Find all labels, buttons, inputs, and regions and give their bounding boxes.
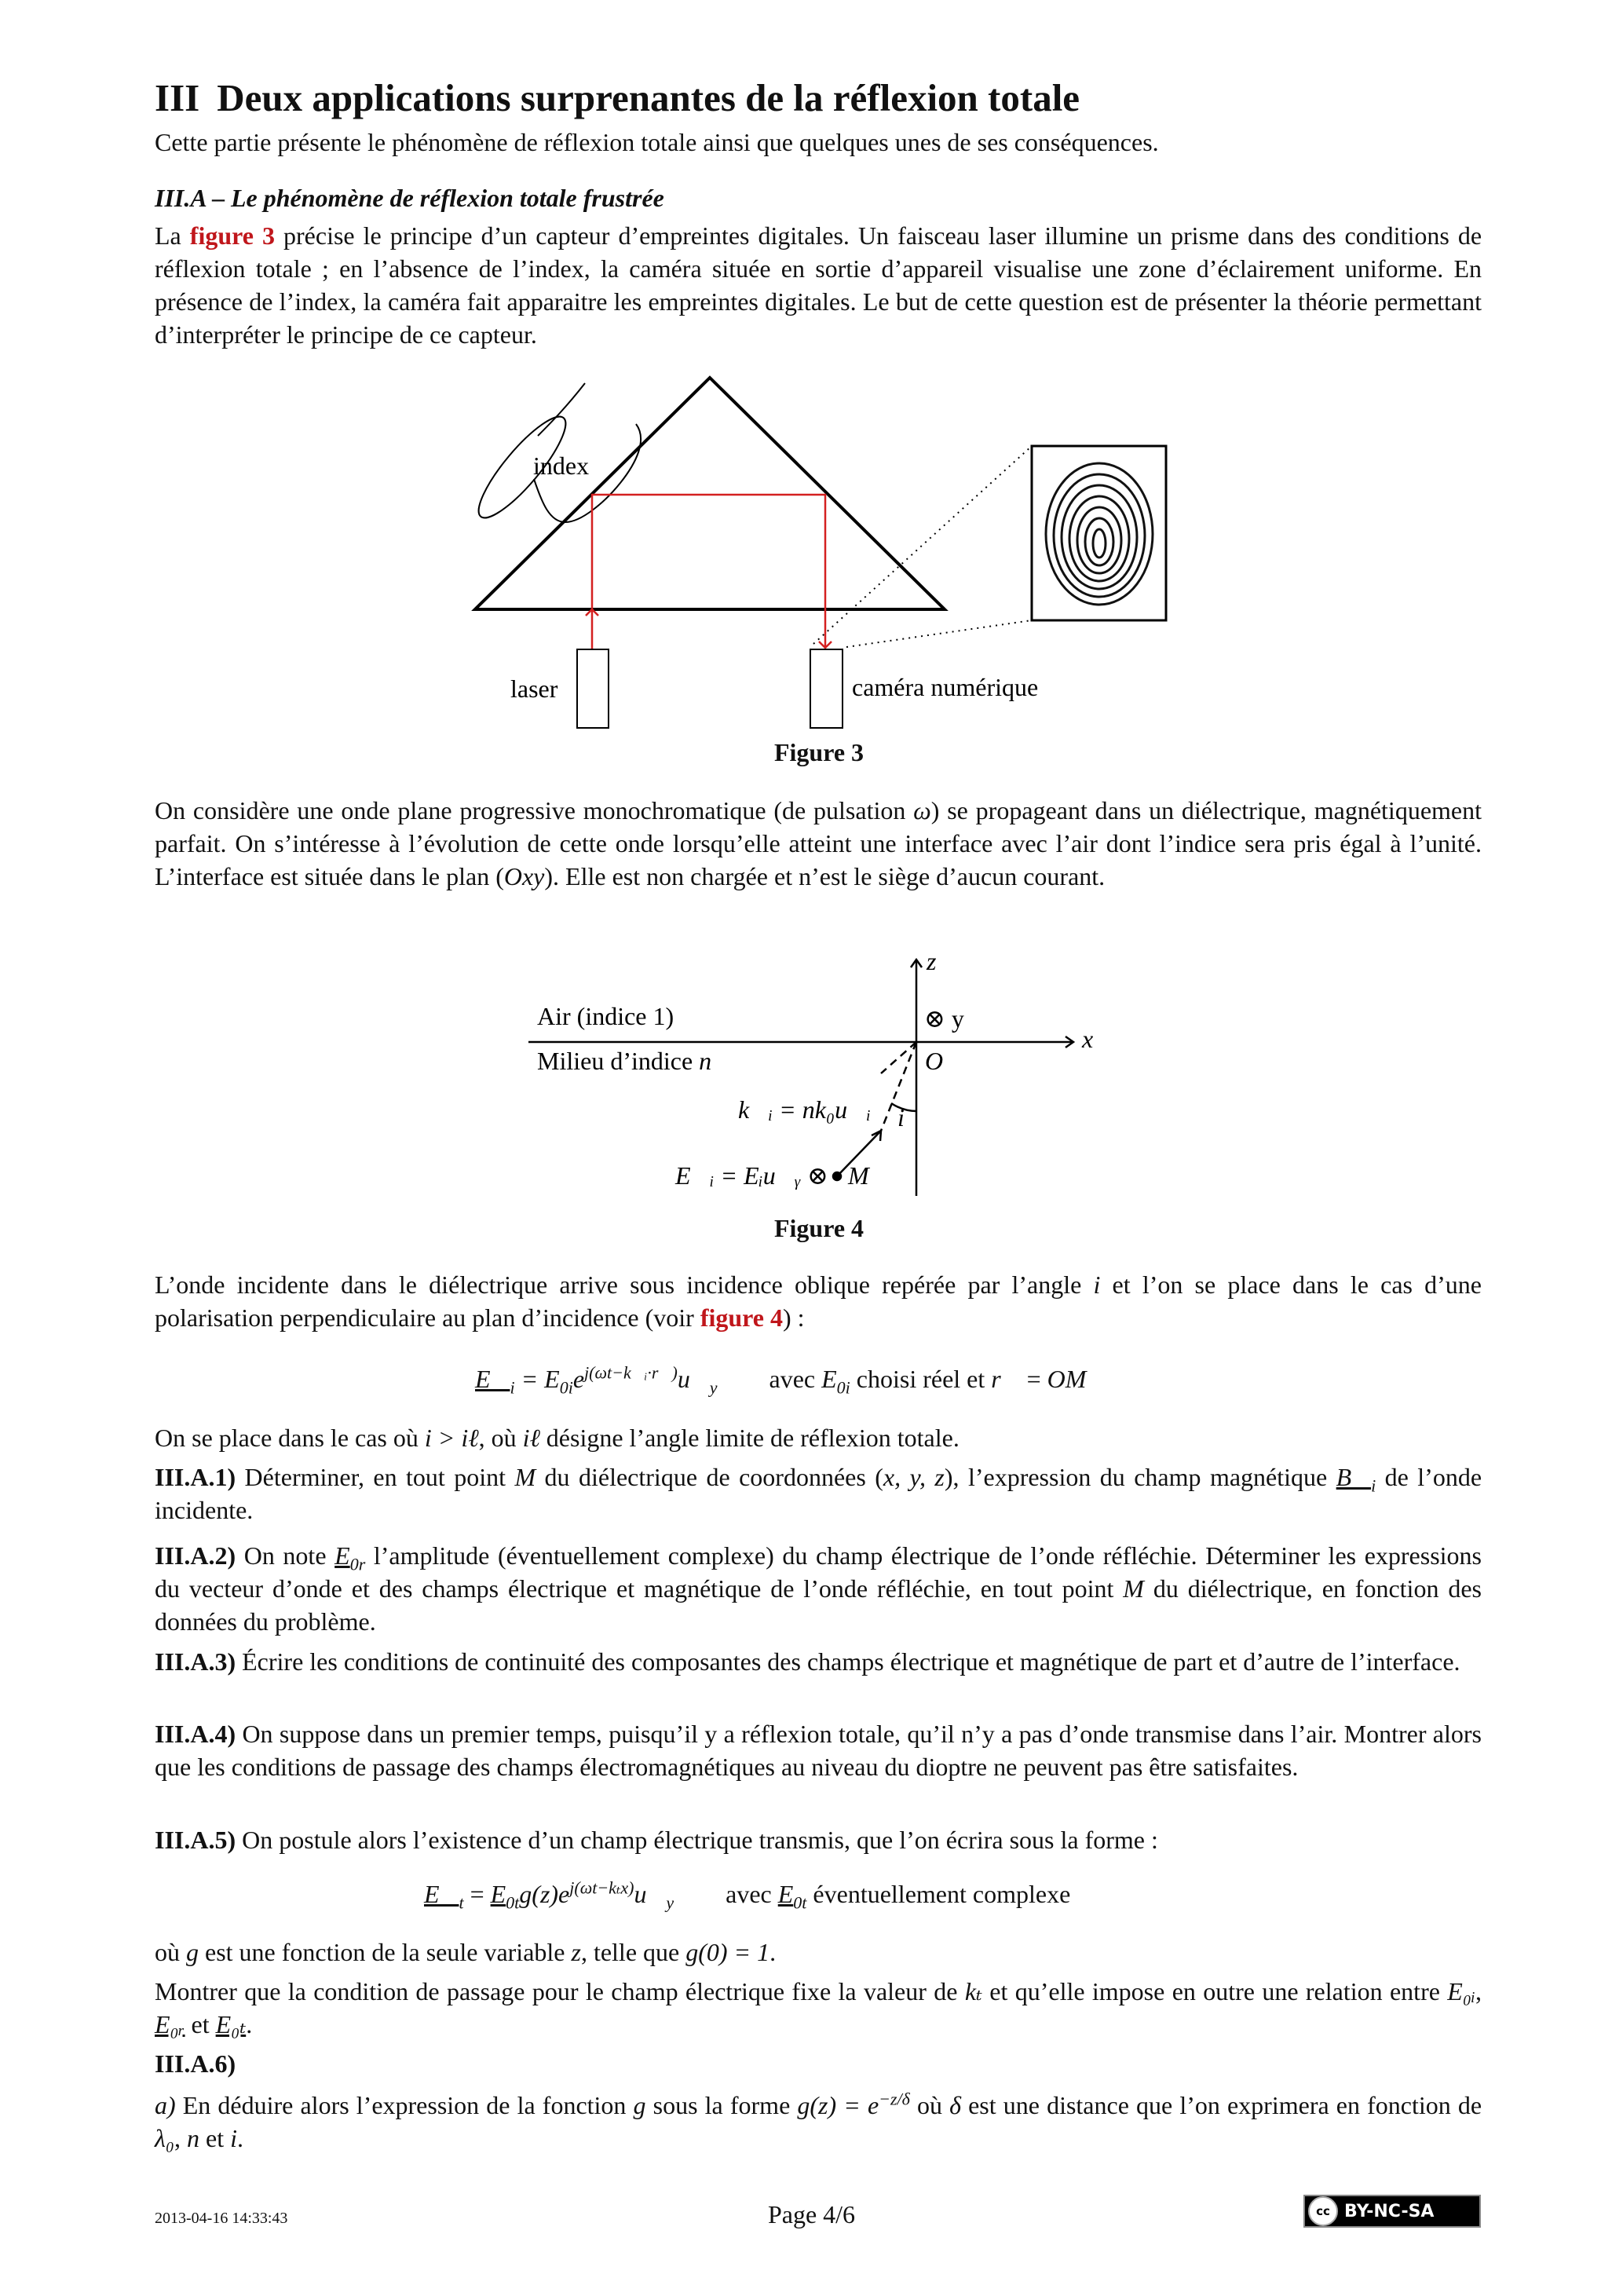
paragraph-4: On se place dans le cas où i > iℓ, où iℓ désigne l’angle limite de réflexion totale. [155,1424,960,1452]
equation-transmitted-field: $E⃗_t$ = $E_{0t}g(z)e^{j(\omega t-k_tx)}u⃗_y$ avec $E_{0t}$ éventuellement complexe [424,1877,1071,1913]
cc-logo-icon: cc [1308,2196,1338,2226]
point-M [833,1172,841,1180]
question-4: III.A.4) On suppose dans un premier temps, puisqu’il y a réflexion totale, qu’il n’y a pas d’onde transmise dans l’air. Montrer alors que les conditions de passage des champs électromagnétiques au niveau du dioptre ne peuvent pas être satisfaites. [155,1720,1482,1781]
k-label: k⃗ᵢ = nk₀u⃗ᵢ [738,1095,872,1124]
camera-label: caméra numérique [852,673,1039,701]
prism [475,378,945,609]
figure-3-link[interactable]: figure 3 [189,221,275,250]
figure-3-caption: Figure 3 [773,738,865,766]
license-badge: cc BY-NC-SA [1303,2195,1481,2228]
figure-4-diagram [0,934,1623,1217]
paragraph-1: La figure 3 précise le principe d’un capteur d’empreintes digitales. Un faisceau laser illumine un prisme dans des conditions de réflexion totale ; en l’absence de l’index, la caméra située en sortie d’appareil visualise une zone d’éclairement uniforme. En présence de l’index, la caméra fait apparaitre les empreintes digitales. Le but de cette question est de présenter la théorie permettant d’interpréter le principe de ce capteur. [155,221,1482,349]
laser-beam [586,495,832,649]
laser-label: laser [510,675,558,703]
paragraph-6: Montrer que la condition de passage pour le champ électrique fixe la valeur de kₜ et qu’elle impose en outre une relation entre E₀ᵢ, E₀ᵣ et E₀ₜ. [155,1977,1482,2038]
zoom-line [813,446,1032,644]
footer-date: 2013-04-16 14:33:43 [155,2210,288,2227]
angle-label: i [897,1103,905,1132]
laser-device [577,649,609,728]
question-1: III.A.1) Déterminer, en tout point M du diélectrique de coordonnées (x, y, z), l’expression du champ magnétique $B⃗_i$ de l’onde incidente. [155,1463,1482,1524]
air-label: Air (indice 1) [537,1002,674,1030]
paragraph-2: On considère une onde plane progressive monochromatique (de pulsation ω) se propageant dans un diélectrique, magnétiquement parfait. On s’intéresse à l’évolution de cette onde lorsqu’elle atteint une interface avec l’air dont l’indice sera pris égal à l’unité. L’interface est située dans le plan (Oxy). Elle est non chargée et n’est le siège d’aucun courant. [155,796,1482,890]
section-title: III Deux applications surprenantes de la réflexion totale [155,76,1080,119]
equation-incident-field: $E⃗_i$ = $E_{0i}e^{j(\omega t-k⃗ᵢ\cdot r⃗)}u⃗_y$ avec $E_{0i}$ choisi réel et r⃗ = OM⃗ [475,1362,1106,1398]
figure-4-caption: Figure 4 [773,1214,865,1242]
zoom-line [846,620,1032,647]
intro-text: Cette partie présente le phénomène de réflexion totale ainsi que quelques unes de ses conséquences. [155,128,1159,156]
index-label: index [533,452,590,480]
subsection-title: III.A – Le phénomène de réflexion totale frustrée [155,184,664,212]
z-label: z [927,947,937,975]
x-label: x [1082,1025,1094,1053]
question-3: III.A.3) Écrire les conditions de continuité des composantes des champs électrique et magnétique de part et d’autre de l’interface. [155,1647,1460,1676]
question-5: III.A.5) On postule alors l’existence d’un champ électrique transmis, que l’on écrira sous la forme : [155,1826,1158,1854]
page-number: Page 4/6 [767,2200,856,2228]
question-2: III.A.2) On note $E_{0r}$ l’amplitude (éventuellement complexe) du champ électrique de l’onde réfléchie. Déterminer les expressions du vecteur d’onde et des champs électrique et magnétique de l’onde réfléchie, en tout point M du diélectrique, en fonction des données du problème. [155,1541,1482,1636]
medium-label: Milieu d’indice n [537,1047,712,1075]
paragraph-3: L’onde incidente dans le diélectrique arrive sous incidence oblique repérée par l’angle i et l’on se place dans le cas d’une polarisation perpendiculaire au plan d’incidence (voir figure 4) : [155,1270,1482,1332]
question-6a: a) En déduire alors l’expression de la fonction g sous la forme $g(z) = e^{-z/\delta}$ où δ est une distance que l’on exprimera en fonction de λ₀, n et i. [155,2089,1482,2152]
paragraph-5: où g est une fonction de la seule variable z, telle que g(0) = 1. [155,1938,777,1966]
camera-device [810,649,843,728]
figure-3-diagram [0,0,1623,746]
y-label: ⊗ y [924,1004,964,1033]
M-label: M [848,1161,869,1190]
figure-4-link[interactable]: figure 4 [700,1303,783,1332]
origin-label: O [925,1047,944,1075]
question-6: III.A.6) [155,2049,236,2078]
E-label: E⃗ᵢ = Eᵢu⃗ᵧ ⊗ [675,1161,828,1190]
